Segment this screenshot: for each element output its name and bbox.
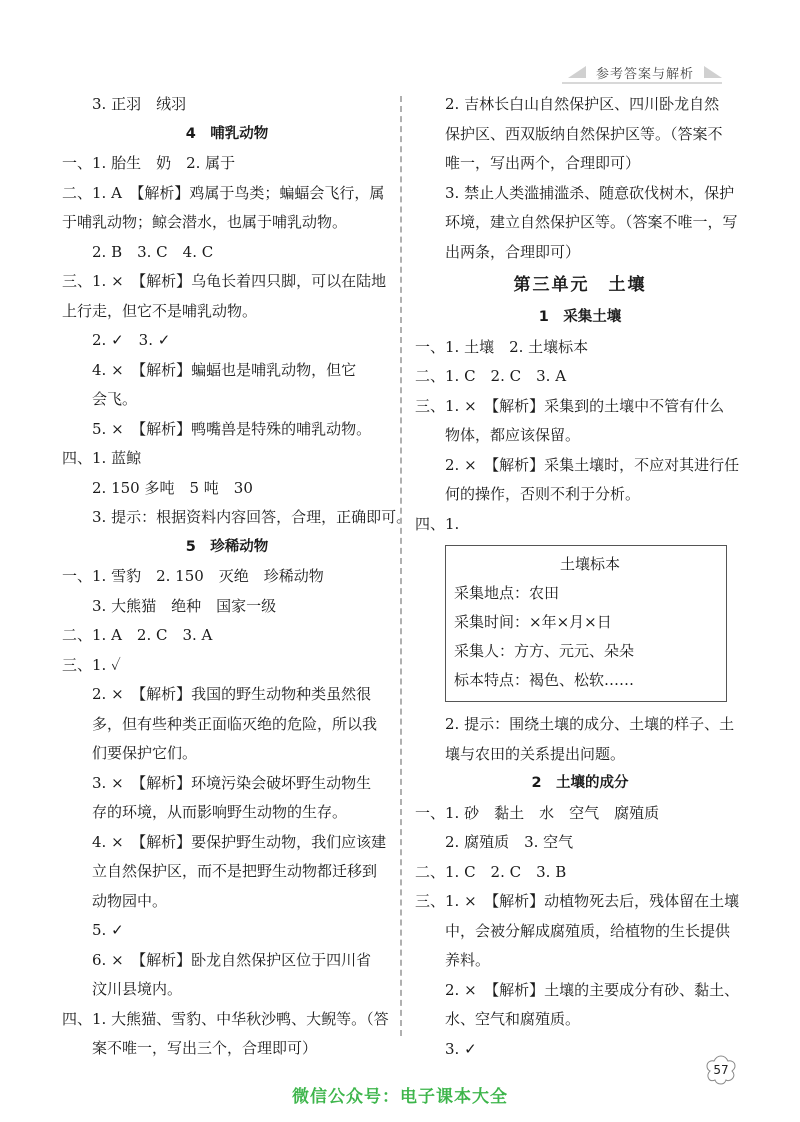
sample-row: 标本特点：褐色、松软……: [454, 671, 635, 689]
answer-line: 出两条，合理即可）: [445, 242, 581, 261]
answer-line: 四、1. 大熊猫、雪豹、中华秋沙鸭、大鲵等。（答: [62, 1009, 389, 1028]
answer-line: 四、1. 蓝鲸: [62, 449, 142, 467]
answer-line: 2. 腐殖质 3. 空气: [445, 833, 574, 851]
right-mid-section: [415, 303, 745, 539]
answer-line: 何的操作，否则不利于分析。: [445, 485, 641, 503]
header-underline: [562, 82, 722, 84]
answer-line: 3. 禁止人类滥捕滥杀、随意砍伐树木，保护: [445, 183, 735, 202]
answer-line: 2. ✓ 3. ✓: [92, 331, 171, 349]
answer-line: 2. 吉林长白山自然保护区、四川卧龙自然: [445, 95, 720, 113]
answer-line: 一、1. 胎生 奶 2. 属于: [62, 154, 236, 172]
answer-line: 三、1. × 【解析】动植物死去后，残体留在土壤: [415, 892, 740, 910]
answer-line: 四、1.: [415, 514, 460, 533]
sample-row: 采集地点：农田: [454, 584, 560, 602]
answer-line: 2. 150 多吨 5 吨 30: [92, 478, 253, 497]
answer-line: 三、1. × 【解析】采集到的土壤中不管有什么: [415, 396, 725, 415]
answer-line: 2. × 【解析】土壤的主要成分有砂、黏土、: [445, 980, 740, 999]
answer-line: 环境，建立自然保护区等。（答案不唯一，写: [445, 213, 738, 231]
right-bottom-section: [415, 710, 745, 1064]
answer-line: 一、1. 土壤 2. 土壤标本: [415, 337, 589, 356]
answer-line: 4. × 【解析】蝙蝠也是哺乳动物，但它: [92, 360, 357, 379]
answer-line: 3. 大熊猫 绝种 国家一级: [92, 596, 277, 615]
answer-line: 二、1. A 2. C 3. A: [62, 626, 213, 644]
header-right-triangle: [704, 66, 722, 78]
right-column: [415, 90, 745, 1064]
answer-line: 2. 提示：围绕土壤的成分、土壤的样子、土: [445, 715, 735, 733]
answer-line: 案不唯一，写出三个，合理即可）: [92, 1039, 318, 1057]
answer-line: 养料。: [445, 951, 491, 969]
section-heading: 5 珍稀动物: [185, 538, 269, 555]
section-heading: 4 哺乳动物: [185, 125, 269, 142]
answer-line: 2. × 【解析】采集土壤时，不应对其进行任: [445, 455, 740, 474]
left-column: [62, 90, 412, 1064]
section-heading: 1 采集土壤: [538, 309, 622, 325]
answer-line: 存的环境，从而影响野生动物的生存。: [92, 803, 348, 821]
answer-line: 中，会被分解成腐殖质，给植物的生长提供: [445, 921, 731, 940]
sample-card-title: 土壤标本: [559, 555, 620, 573]
answer-line: 一、1. 砂 黏土 水 空气 腐殖质: [415, 803, 660, 822]
answer-line: 多，但有些种类正面临灭绝的危险，所以我: [92, 714, 378, 733]
answer-line: 5. ✓: [92, 921, 124, 939]
page-number: 57: [713, 1063, 729, 1077]
answer-line: 3. 提示：根据资料内容回答，合理，正确即可。: [92, 508, 412, 526]
unit-title: 第三单元 土壤: [513, 275, 647, 295]
answer-line: 水、空气和腐殖质。: [445, 1010, 581, 1028]
sample-row: 采集时间：×年×月×日: [454, 613, 612, 631]
answer-line: 动物园中。: [92, 891, 168, 910]
answer-line: 壤与农田的关系提出问题。: [445, 744, 626, 763]
answer-line: 6. × 【解析】卧龙自然保护区位于四川省: [92, 950, 372, 969]
answer-line: 二、1. C 2. C 3. B: [415, 862, 567, 881]
answer-line: 汶川县境内。: [92, 980, 183, 998]
answer-line: 保护区、西双版纳自然保护区等。（答案不: [445, 124, 723, 143]
answer-line: 上行走，但它不是哺乳动物。: [62, 301, 258, 320]
section-heading: 2 土壤的成分: [531, 775, 629, 791]
watermark-text: 微信公众号：电子课本大全: [292, 1087, 508, 1107]
answer-line: 会飞。: [92, 390, 138, 408]
answer-line: 二、1. C 2. C 3. A: [415, 367, 567, 385]
header-title: 参考答案与解析: [595, 66, 694, 82]
answer-line: 于哺乳动物；鲸会潜水，也属于哺乳动物。: [62, 213, 348, 231]
header-left-triangle: [568, 66, 586, 78]
answer-line: 3. × 【解析】环境污染会破坏野生动物生: [92, 773, 372, 792]
answer-line: 们要保护它们。: [92, 744, 198, 762]
answer-line: 三、1. ✓: [62, 655, 121, 674]
right-top-section: [415, 90, 745, 267]
answer-line: 立自然保护区，而不是把野生动物都迁移到: [92, 862, 378, 880]
answer-line: 4. × 【解析】要保护野生动物，我们应该建: [92, 832, 387, 851]
answer-line: 物体，都应该保留。: [445, 426, 581, 444]
sample-row: 采集人：方方、元元、朵朵: [454, 642, 635, 660]
answer-line: 三、1. × 【解析】乌龟长着四只脚，可以在陆地: [62, 272, 387, 290]
answer-line: 5. × 【解析】鸭嘴兽是特殊的哺乳动物。: [92, 419, 372, 438]
answer-line: 唯一，写出两个，合理即可）: [445, 154, 641, 172]
answer-line: 3. ✓: [445, 1039, 477, 1058]
answer-line: 二、1. A 【解析】鸡属于鸟类；蝙蝠会飞行，属: [62, 183, 385, 202]
soil-sample-card: [445, 545, 727, 702]
answer-line: 3. 正羽 绒羽: [92, 95, 187, 113]
answer-line: 一、1. 雪豹 2. 150 灭绝 珍稀动物: [62, 567, 324, 585]
answer-line: 2. B 3. C 4. C: [92, 242, 214, 261]
answer-line: 2. × 【解析】我国的野生动物种类虽然很: [92, 685, 372, 703]
column-divider: [400, 96, 402, 1036]
